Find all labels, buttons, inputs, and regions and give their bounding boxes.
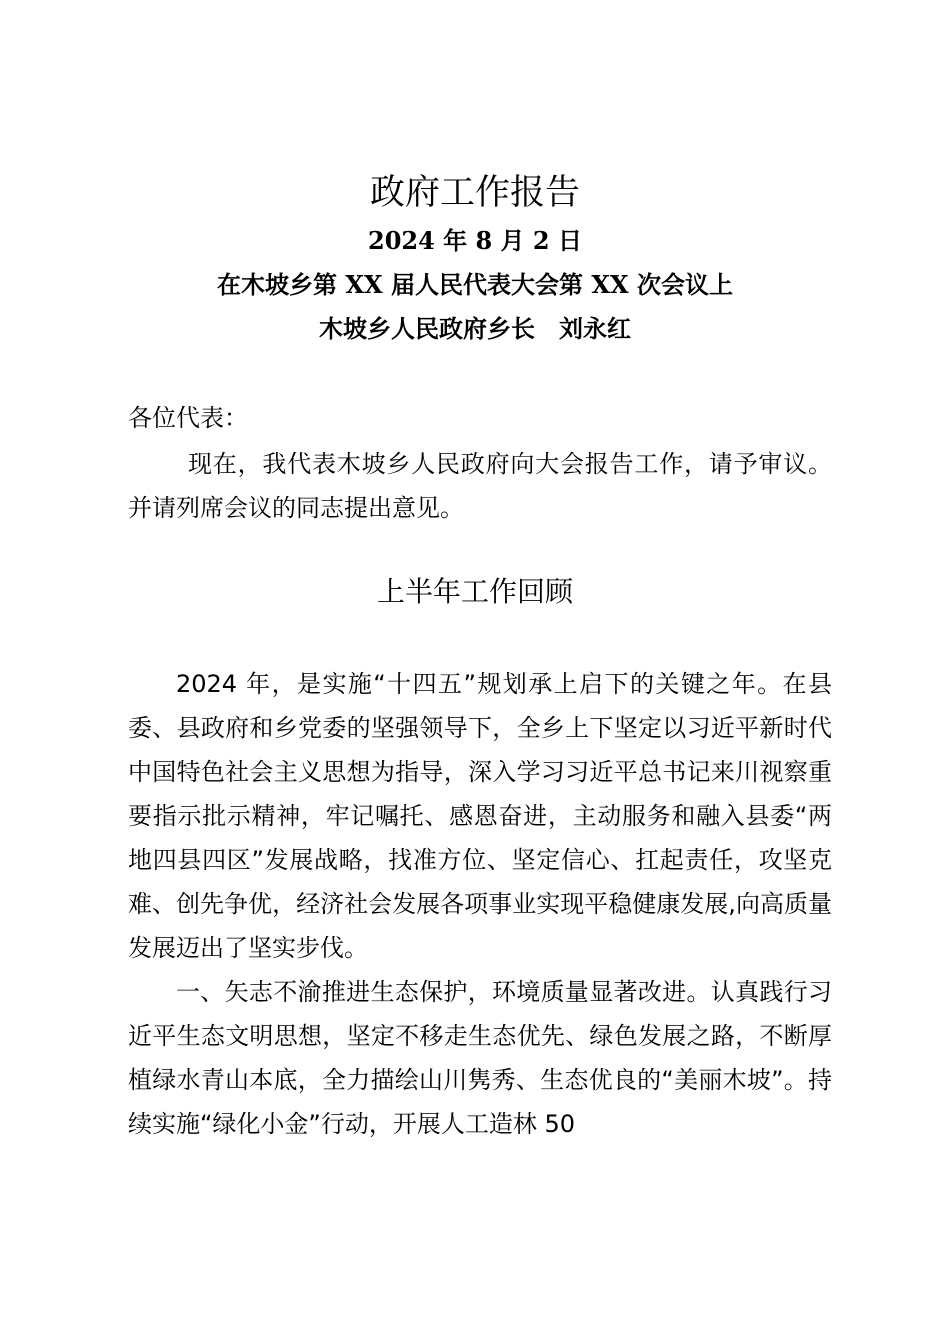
body-paragraph-1: 2024 年，是实施“十四五”规划承上启下的关键之年。在县委、县政府和乡党委的坚强领导下，全乡上下坚定以习近平新时代中国特色社会主义思想为指导，深入学习习近平总书记来川视察重要指示批示精神，牢记嘱托、感恩奋进，主动服务和融入县委“两地四县四区”发展战略，找准方位、坚定信心、扛起责任，攻坚克难、创先争优，经济社会发展各项事业实现平稳健康发展,向高质量发展迈出了坚实步伐。 (128, 670, 832, 962)
salutation: 各位代表： (128, 404, 248, 432)
report-date: 2024 年 8 月 2 日 (368, 226, 582, 255)
document-title: 政府工作报告 (369, 173, 580, 213)
section-title: 上半年工作回顾 (376, 575, 573, 608)
meeting-venue: 在木坡乡第 XX 届人民代表大会第 XX 次会议上 (217, 270, 733, 299)
speaker-line: 木坡乡人民政府乡长 刘永红 (319, 314, 631, 343)
body-paragraph-2: 一、矢志不渝推进生态保护，环境质量显著改进。认真践行习近平生态文明思想，坚定不移走生态优先、绿色发展之路，不断厚植绿水青山本底，全力描绘山川隽秀、生态优良的“美丽木坡”。持续实施“绿化小金”行动，开展人工造林 50 (128, 978, 832, 1138)
intro-paragraph: 现在，我代表木坡乡人民政府向大会报告工作，请予审议。并请列席会议的同志提出意见。 (128, 450, 832, 522)
